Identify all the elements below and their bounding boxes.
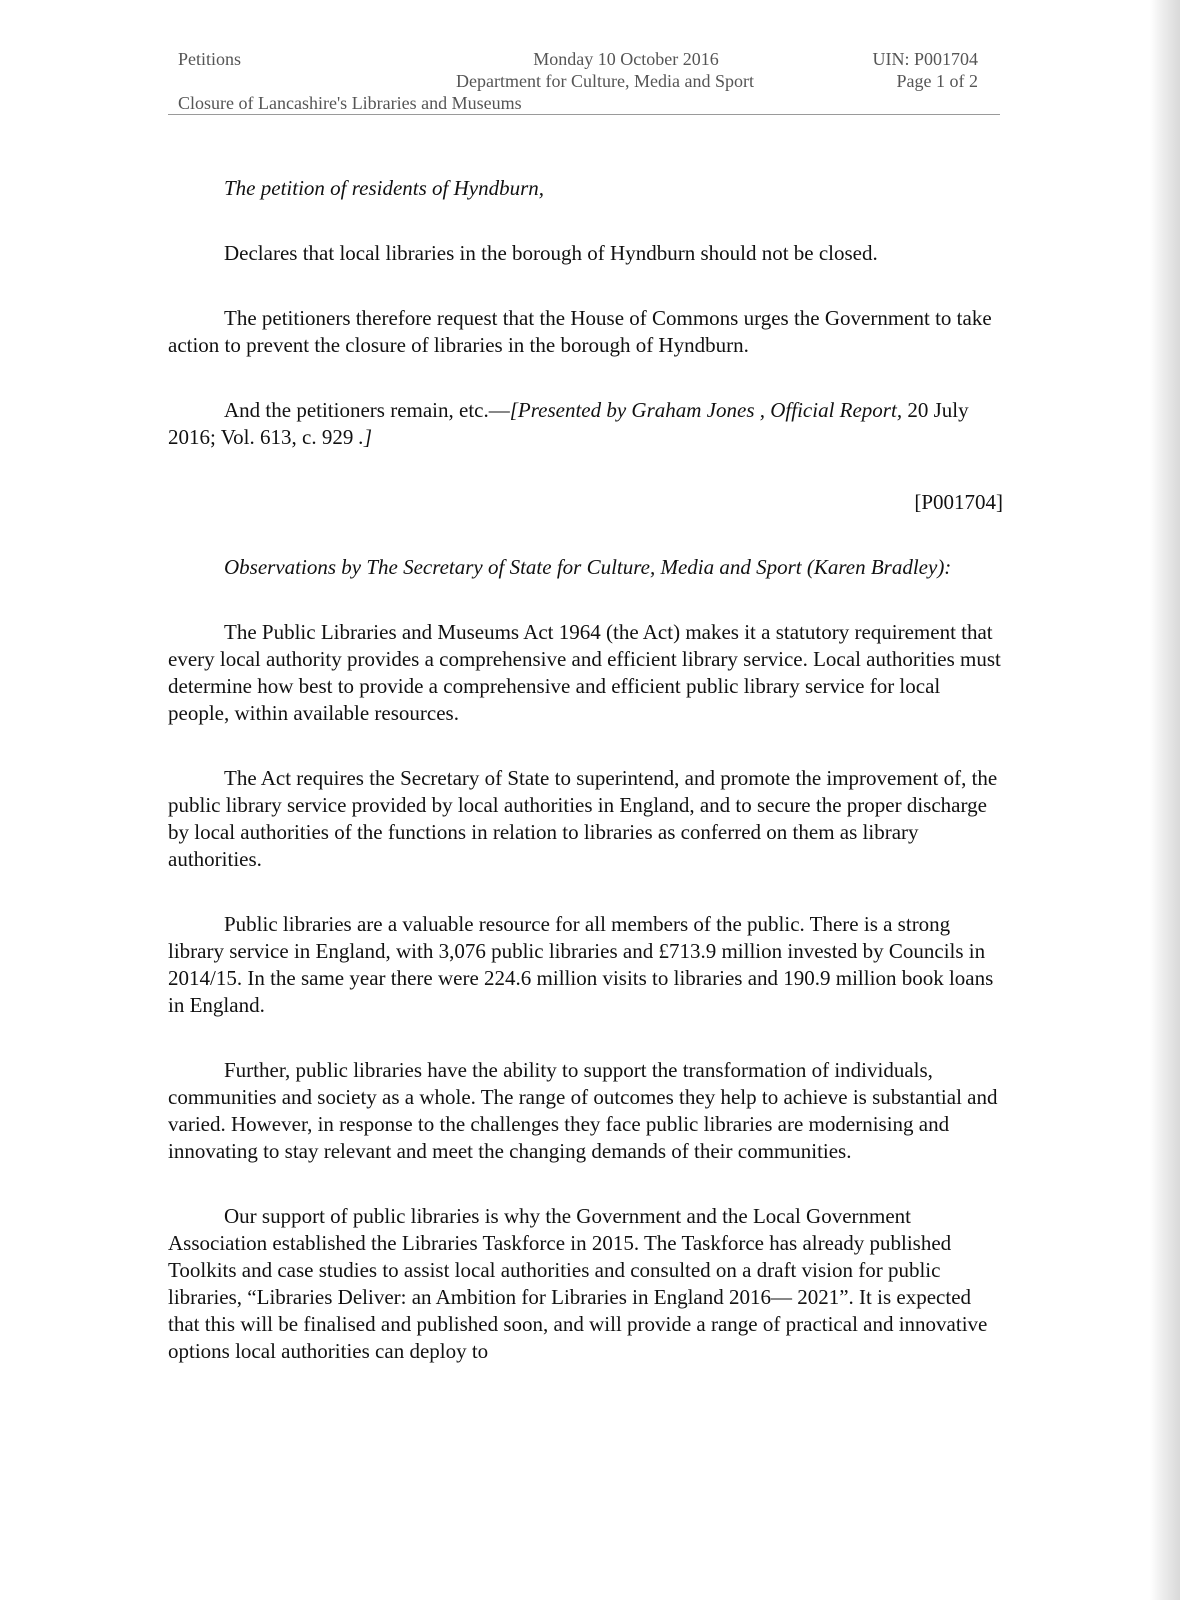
paragraph-taskforce: Our support of public libraries is why the Government and the Local Government Association established the Libraries Taskforce in 2015. The Taskforce has already published Toolkits and case studies to assist local authorities and consulted on a draft vision for public libraries, “Libraries Deliver: an Ambition for Libraries in England 2016— 2021”. It is expected that this will be finalised and published soon, and will provide a range of practical and innovative options local authorities can deploy to [168,1204,988,1363]
document-header [168,48,1000,115]
petition-declaration: Declares that local libraries in the borough of Hyndburn should not be closed. [224,241,878,265]
header-department: Department for Culture, Media and Sport [456,71,754,91]
header-page-number: Page 1 of 2 [896,71,978,91]
presented-close: .] [358,425,373,449]
header-subject: Closure of Lancashire's Libraries and Museums [178,93,522,113]
petition-presented [168,397,1003,451]
presented-by: [Presented by Graham Jones , Official Report, [509,398,903,422]
petition-request: The petitioners therefore request that the House of Commons urges the Government to take action to prevent the closure of libraries in the borough of Hyndburn. [168,306,992,357]
paragraph-act: The Public Libraries and Museums Act 1964 (the Act) makes it a statutory requirement that every local authority provides a comprehensive and efficient library service. Local authorities must determine how best to provide a comprehensive and efficient public library service for local people, within available resources. [168,620,1001,725]
observations-heading: Observations by The Secretary of State for Culture, Media and Sport (Karen Bradley): [224,555,952,579]
page-edge-shadow [1150,0,1180,1600]
paragraph-library-statistics: Public libraries are a valuable resource for all members of the public. There is a strong library service in England, with 3,076 public libraries and £713.9 million invested by Councils in 2014/15. In the same year there were 224.6 million visits to libraries and 190.9 million book loans in England. [168,912,994,1017]
presented-date: 20 July 2016; Vol. 613, c. 929 [168,398,969,449]
paragraph-secretary-duty: The Act requires the Secretary of State to superintend, and promote the improvement of, the public library service provided by local authorities in England, and to secure the proper discharge by local authorities of the functions in relation to libraries as conferred on them as library authorities. [168,766,998,871]
petition-opening: The petition of residents of Hyndburn, [224,176,545,200]
remain-lead: And the petitioners remain, etc.— [224,398,510,422]
header-uin: UIN: P001704 [872,49,978,69]
header-category: Petitions [178,49,242,69]
header-date: Monday 10 October 2016 [533,49,719,69]
document-body [168,175,1003,1403]
paragraph-transformation: Further, public libraries have the ability to support the transformation of individuals, communities and society as a whole. The range of outcomes they help to achieve is substantial and varied. However, in response to the challenges they face public libraries are modernising and innovating to stay relevant and meet the changing demands of their communities. [168,1058,998,1163]
petition-reference: [P001704] [914,490,1003,514]
